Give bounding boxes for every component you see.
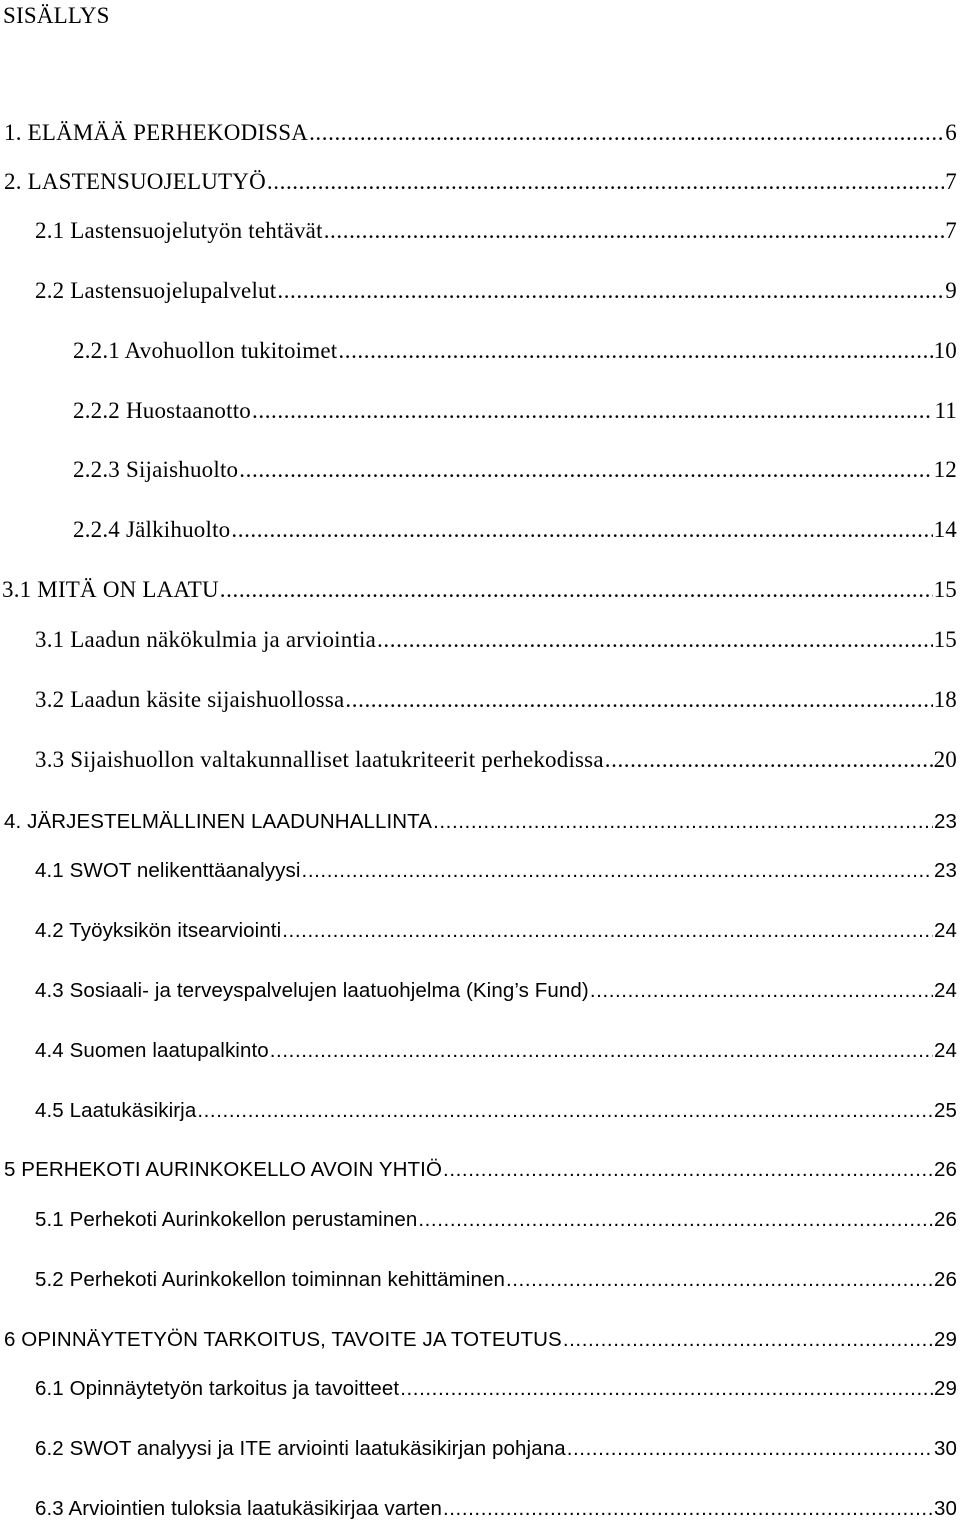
toc-page-number: 11 [934, 398, 957, 423]
toc-entry[interactable] [0, 516, 960, 544]
toc-page-number: 26 [933, 1158, 957, 1181]
toc-entry-title: 2.2.2 Huostaanotto [73, 398, 251, 423]
toc-leader-dots [567, 1435, 933, 1463]
toc-page-number: 10 [933, 338, 957, 363]
toc-entry[interactable] [0, 217, 960, 245]
toc-entry[interactable] [0, 626, 960, 654]
toc-page-number: 18 [933, 687, 957, 712]
toc-page-number: 15 [933, 627, 957, 652]
toc-entry[interactable] [0, 456, 960, 484]
toc-leader-dots [309, 119, 944, 147]
toc-entry[interactable] [0, 119, 960, 147]
toc-leader-dots [443, 1495, 933, 1523]
toc-entry-title: 4. JÄRJESTELMÄLLINEN LAADUNHALLINTA [4, 810, 433, 833]
toc-entry[interactable] [0, 917, 960, 945]
toc-page-number: 26 [933, 1268, 957, 1291]
toc-entry-title: 2.2.4 Jälkihuolto [73, 517, 231, 542]
toc-entry-title: 5 PERHEKOTI AURINKOKELLO AVOIN YHTIÖ [4, 1158, 443, 1181]
toc-page-number: 12 [933, 457, 957, 482]
toc-leader-dots [270, 1037, 933, 1065]
toc-entry[interactable] [0, 857, 960, 885]
toc-page-number: 24 [933, 979, 957, 1002]
toc-page-number: 30 [933, 1437, 957, 1460]
toc-entry-title: 4.5 Laatukäsikirja [35, 1099, 197, 1122]
toc-leader-dots [418, 1206, 933, 1234]
toc-leader-dots [197, 1097, 933, 1125]
toc-entry[interactable] [0, 397, 960, 425]
toc-entry[interactable] [0, 1495, 960, 1523]
toc-entry-title: 4.1 SWOT nelikenttäanalyysi [35, 859, 301, 882]
toc-entry-title: 3.2 Laadun käsite sijaishuollossa [35, 687, 345, 712]
toc-leader-dots [302, 857, 933, 885]
toc-page-number: 25 [933, 1099, 957, 1122]
toc-entry-title: 1. ELÄMÄÄ PERHEKODISSA [4, 120, 309, 145]
toc-leader-dots [605, 746, 933, 774]
toc-leader-dots [338, 337, 932, 365]
toc-leader-dots [220, 576, 933, 604]
toc-entry-title: 2.1 Lastensuojelutyön tehtävät [35, 218, 323, 243]
toc-page-number: 29 [933, 1377, 957, 1400]
toc-leader-dots [267, 168, 944, 196]
toc-leader-dots [282, 917, 933, 945]
toc-entry-title: 3.1 MITÄ ON LAATU [2, 577, 219, 602]
toc-leader-dots [231, 516, 932, 544]
toc-entry[interactable] [0, 168, 960, 196]
toc-leader-dots [443, 1156, 933, 1184]
toc-leader-dots [252, 397, 933, 425]
toc-leader-dots [345, 686, 932, 714]
toc-entry-title: 2.2 Lastensuojelupalvelut [35, 278, 277, 303]
toc-entry-title: 3.3 Sijaishuollon valtakunnalliset laatukriteerit perhekodissa [35, 747, 604, 772]
toc-entry-title: 2.2.1 Avohuollon tukitoimet [73, 338, 338, 363]
toc-page-number: 20 [933, 747, 957, 772]
toc-leader-dots [563, 1326, 933, 1354]
toc-page-number: 9 [945, 278, 957, 303]
toc-leader-dots [377, 626, 933, 654]
toc-entry[interactable] [0, 1156, 960, 1184]
toc-page-number: 30 [933, 1497, 957, 1520]
toc-entry-title: 4.4 Suomen laatupalkinto [35, 1039, 269, 1062]
toc-page-number: 14 [933, 517, 957, 542]
toc-entry-title: 5.1 Perhekoti Aurinkokellon perustaminen [35, 1208, 418, 1231]
toc-entry[interactable] [0, 337, 960, 365]
toc-page-number: 15 [933, 577, 957, 602]
toc-page-number: 26 [933, 1208, 957, 1231]
toc-entry[interactable] [0, 1206, 960, 1234]
toc-entry[interactable] [0, 1266, 960, 1294]
toc-page-number: 24 [933, 919, 957, 942]
toc-leader-dots [433, 808, 933, 836]
toc-page-number: 29 [933, 1328, 957, 1351]
toc-entry[interactable] [0, 1037, 960, 1065]
toc-page-number: 23 [933, 810, 957, 833]
toc-entry-title: 5.2 Perhekoti Aurinkokellon toiminnan kehittäminen [35, 1268, 505, 1291]
toc-page-number: 7 [945, 169, 957, 194]
toc-leader-dots [400, 1375, 933, 1403]
page-title: SISÄLLYS [3, 3, 110, 28]
toc-leader-dots [239, 456, 932, 484]
toc-page-number: 7 [945, 218, 957, 243]
toc-page-number: 23 [933, 859, 957, 882]
toc-entry-title: 4.2 Työyksikön itsearviointi [35, 919, 282, 942]
toc-leader-dots [277, 277, 944, 305]
toc-leader-dots [590, 977, 933, 1005]
toc-page-number: 24 [933, 1039, 957, 1062]
toc-leader-dots [324, 217, 945, 245]
toc-entry[interactable] [0, 1435, 960, 1463]
toc-entry[interactable] [0, 1375, 960, 1403]
toc-entry[interactable] [0, 277, 960, 305]
toc-entry-title: 6.1 Opinnäytetyön tarkoitus ja tavoitteet [35, 1377, 400, 1400]
toc-entry-title: 2. LASTENSUOJELUTYÖ [4, 169, 266, 194]
toc-entry-title: 2.2.3 Sijaishuolto [73, 457, 239, 482]
toc-entry[interactable] [0, 746, 960, 774]
toc-entry-title: 6.2 SWOT analyysi ja ITE arviointi laatukäsikirjan pohjana [35, 1437, 566, 1460]
toc-entry[interactable] [0, 576, 960, 604]
toc-page-number: 6 [945, 120, 957, 145]
toc-entry[interactable] [0, 1326, 960, 1354]
toc-entry-title: 6.3 Arviointien tuloksia laatukäsikirjaa varten [35, 1497, 442, 1520]
toc-entry-title: 6 OPINNÄYTETYÖN TARKOITUS, TAVOITE JA TOTEUTUS [4, 1328, 562, 1351]
toc-leader-dots [506, 1266, 933, 1294]
toc-entry[interactable] [0, 686, 960, 714]
toc-entry-title: 4.3 Sosiaali- ja terveyspalvelujen laatuohjelma (King’s Fund) [35, 979, 589, 1002]
toc-entry-title: 3.1 Laadun näkökulmia ja arviointia [35, 627, 377, 652]
toc-entry[interactable] [0, 808, 960, 836]
toc-entry[interactable] [0, 1097, 960, 1125]
toc-entry[interactable] [0, 977, 960, 1005]
